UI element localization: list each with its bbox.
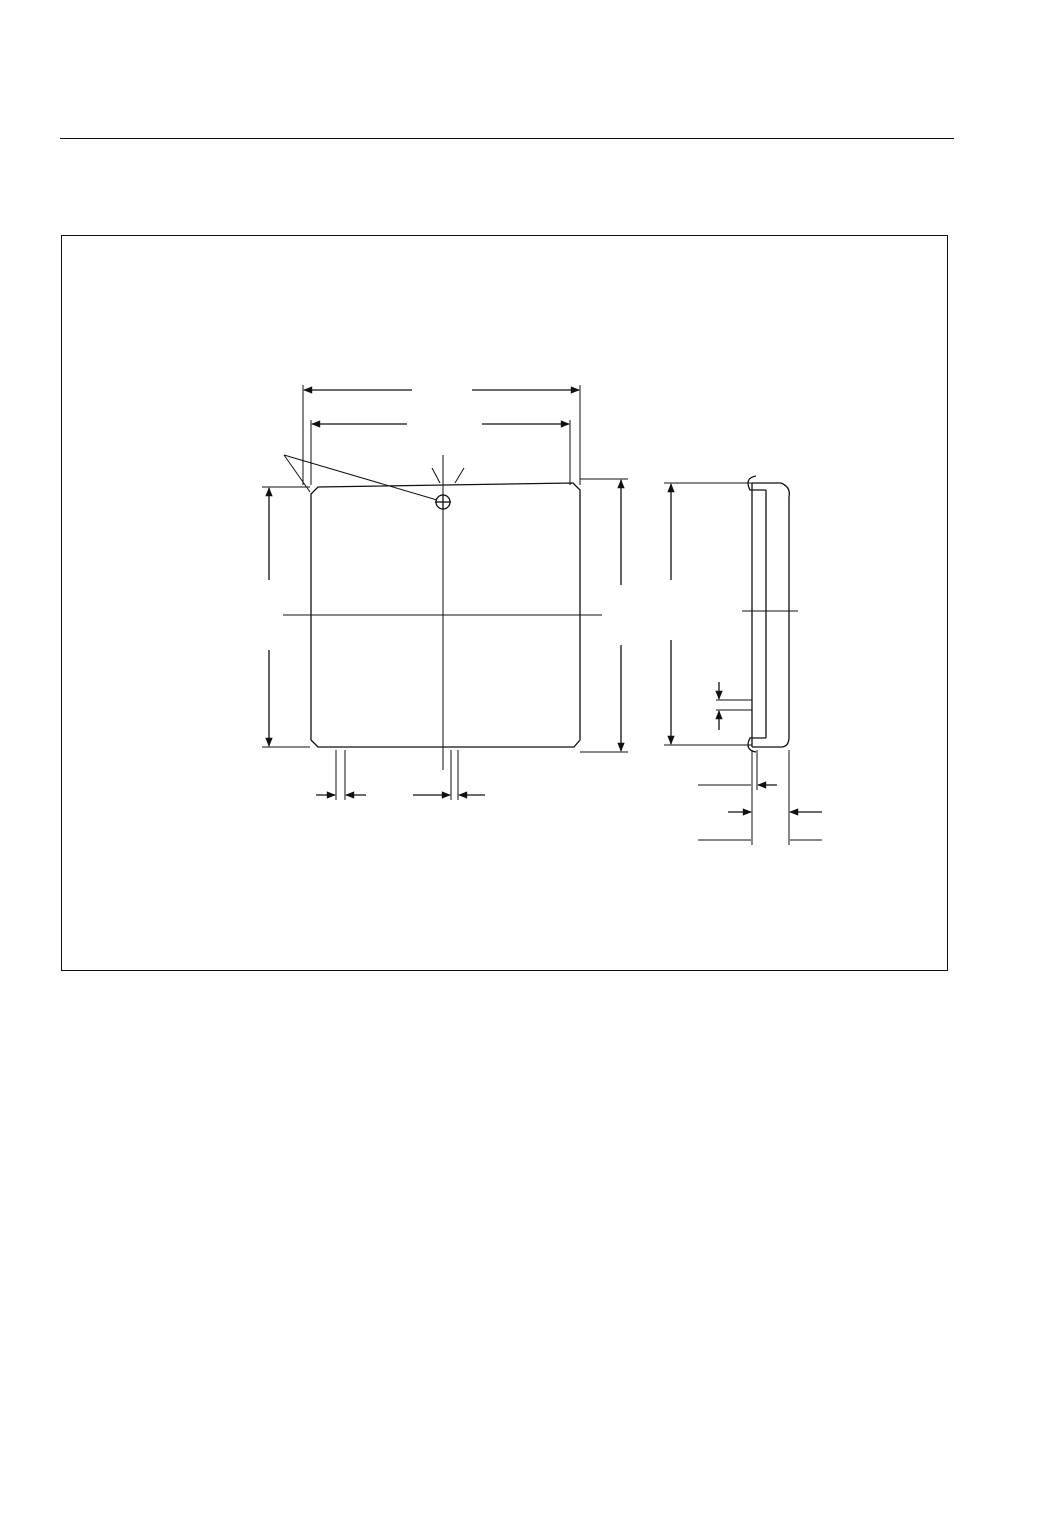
side-view-body — [752, 483, 789, 747]
